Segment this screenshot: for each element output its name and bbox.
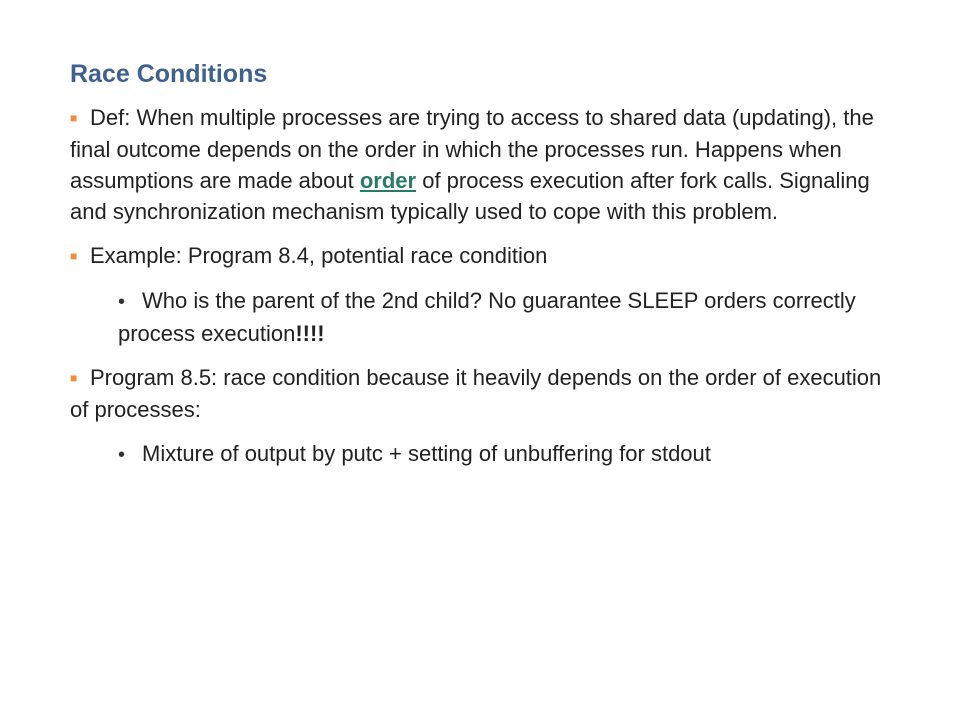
dot-bullet-icon: • bbox=[118, 291, 126, 313]
order-link[interactable]: order bbox=[359, 168, 417, 193]
program85-sub-text: Mixture of output by putc + setting of unbuffering for stdout bbox=[142, 441, 711, 466]
program85-paragraph bbox=[70, 362, 890, 425]
example-sub-text: Who is the parent of the 2nd child? No guarantee SLEEP orders correctly process execution bbox=[118, 288, 856, 346]
program85-text: Program 8.5: race condition because it heavily depends on the order of execution of processes: bbox=[70, 365, 882, 422]
square-bullet-icon: ■ bbox=[70, 111, 78, 125]
example-text: Example: Program 8.4, potential race condition bbox=[90, 243, 548, 268]
square-bullet-icon: ■ bbox=[70, 371, 78, 385]
square-bullet-icon: ■ bbox=[70, 249, 78, 263]
example-paragraph bbox=[70, 240, 890, 272]
definition-paragraph bbox=[70, 102, 890, 227]
slide-content bbox=[70, 56, 890, 484]
example-sub-emphasis: !!!! bbox=[295, 321, 325, 346]
program85-subpoint bbox=[118, 438, 890, 471]
example-subpoint bbox=[118, 285, 890, 349]
slide-title: Race Conditions bbox=[70, 60, 268, 88]
definition-text-2: of process execution after fork calls. Signaling and synchronization mechanism typically used to cope with this problem. bbox=[70, 168, 870, 224]
dot-bullet-icon: • bbox=[118, 444, 126, 466]
definition-text-1: Def: When multiple processes are trying to access to shared data (updating), the final outcome depends on the order in which the processes run. Happens when assumptions are made about bbox=[70, 105, 874, 193]
